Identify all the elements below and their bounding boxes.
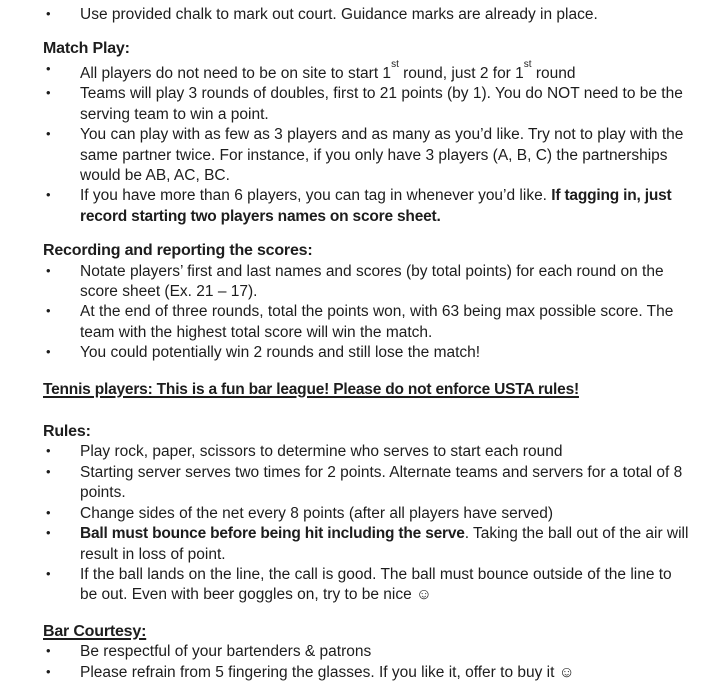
bullet-icon: • <box>46 525 51 541</box>
bold-text-run: Ball must bounce before being hit including the serve <box>80 525 465 543</box>
bullet-icon: • <box>46 126 51 142</box>
section-heading-match-play <box>43 39 692 59</box>
bullet-icon: • <box>46 344 51 360</box>
bold-text-run: Rules: <box>43 423 91 441</box>
text-run: Be respectful of your bartenders & patrons <box>80 643 372 661</box>
bullet-text <box>80 643 371 660</box>
bullet-text <box>80 505 553 522</box>
bullet-line-call <box>43 565 692 606</box>
bullet-icon: • <box>46 6 51 21</box>
text-run: If you have more than 6 players, you can tag in whenever you’d like. <box>80 187 552 205</box>
text-run: . Taking the ball out of the air will result in loss of point. <box>80 525 689 563</box>
bullet-text <box>80 59 576 82</box>
section-heading-recording <box>43 241 692 261</box>
bullet-text <box>80 344 480 361</box>
bullet-three-rounds <box>43 84 692 125</box>
text-run: round, just 2 for 1 <box>398 64 524 82</box>
bullet-players-on-site <box>43 60 692 85</box>
bullet-icon: • <box>46 463 51 479</box>
bullet-be-respectful <box>43 642 692 662</box>
bullet-text <box>80 464 682 501</box>
text-run: At the end of three rounds, total the points won, with 63 being max possible score. The team with the highest total score will win the match. <box>80 303 674 341</box>
bullet-text <box>80 85 683 122</box>
bullet-text <box>80 566 672 603</box>
text-run: You can play with as few as 3 players and as many as you’d like. Try not to play with the same partner twice. For instance, if you only have 3 players (A, B, C) the partnerships would be AB, AC, BC. <box>80 126 684 184</box>
bullet-icon: • <box>46 443 51 459</box>
bullet-change-sides <box>43 504 692 524</box>
bullet-five-fingering <box>43 663 692 683</box>
text-run: Please refrain from 5 fingering the glasses. If you like it, offer to buy it ☺ <box>80 663 575 681</box>
section-heading-rules <box>43 422 692 442</box>
bullet-icon: • <box>46 85 51 101</box>
bold-text-run: Tennis players: This is a fun bar league! Please do not enforce USTA rules! <box>43 380 579 398</box>
bullet-text <box>80 187 671 224</box>
bullet-text <box>80 303 673 340</box>
bullet-starting-server <box>43 463 692 504</box>
text-run: If the ball lands on the line, the call is good. The ball must bounce outside of the line to be out. Even with beer goggles on, try to be nice ☺ <box>80 565 672 604</box>
bullet-icon: • <box>46 565 51 581</box>
text-run: Notate players’ first and last names and scores (by total points) for each round on the score sheet (Ex. 21 – 17). <box>80 262 664 301</box>
bullet-lose-match <box>43 343 692 363</box>
text-run: You could potentially win 2 rounds and still lose the match! <box>80 344 481 362</box>
tennis-players-notice <box>43 380 692 400</box>
superscript-text: st <box>523 59 532 71</box>
text-run: Change sides of the net every 8 points (after all players have served) <box>80 504 554 522</box>
text-run: Starting server serves two times for 2 points. Alternate teams and servers for a total of 8 points. <box>80 463 683 502</box>
bullet-tag-in <box>43 186 692 227</box>
bullet-text <box>80 664 575 681</box>
bullet-icon: • <box>46 303 51 319</box>
bullet-text <box>80 443 562 460</box>
bullet-icon: • <box>46 643 51 659</box>
text-run: All players do not need to be on site to start 1 <box>80 64 392 82</box>
bullet-text <box>80 263 664 300</box>
bullet-total-points <box>43 302 692 343</box>
text-run: Teams will play 3 rounds of doubles, first to 21 points (by 1). You do NOT need to be the serving team to win a point. <box>80 85 683 123</box>
bullet-ball-must-bounce <box>43 524 692 565</box>
bullet-text <box>80 525 688 562</box>
bullet-icon: • <box>46 187 51 203</box>
bold-text-run: Bar Courtesy: <box>43 622 147 640</box>
bold-text-run: Recording and reporting the scores: <box>43 242 313 260</box>
bold-text-run: Match Play: <box>43 40 130 58</box>
section-heading-bar-courtesy <box>43 622 692 642</box>
bullet-icon: • <box>46 60 51 76</box>
text-run: Play rock, paper, scissors to determine who serves to start each round <box>80 443 563 461</box>
text-run: Use provided chalk to mark out court. Guidance marks are already in place. <box>80 6 598 23</box>
bold-text-run: If tagging in, just record starting two players names on score sheet. <box>80 187 672 225</box>
bullet-rock-paper-scissors <box>43 442 692 462</box>
bullet-notate-names <box>43 262 692 303</box>
bullet-player-count <box>43 125 692 186</box>
bullet-chalk <box>43 5 692 25</box>
document-body <box>43 5 692 683</box>
bullet-icon: • <box>46 663 51 679</box>
bullet-text <box>80 6 598 23</box>
bullet-icon: • <box>46 262 51 278</box>
text-run: round <box>531 64 576 82</box>
bullet-text <box>80 126 683 184</box>
superscript-text: st <box>391 59 399 71</box>
bullet-icon: • <box>46 504 51 520</box>
